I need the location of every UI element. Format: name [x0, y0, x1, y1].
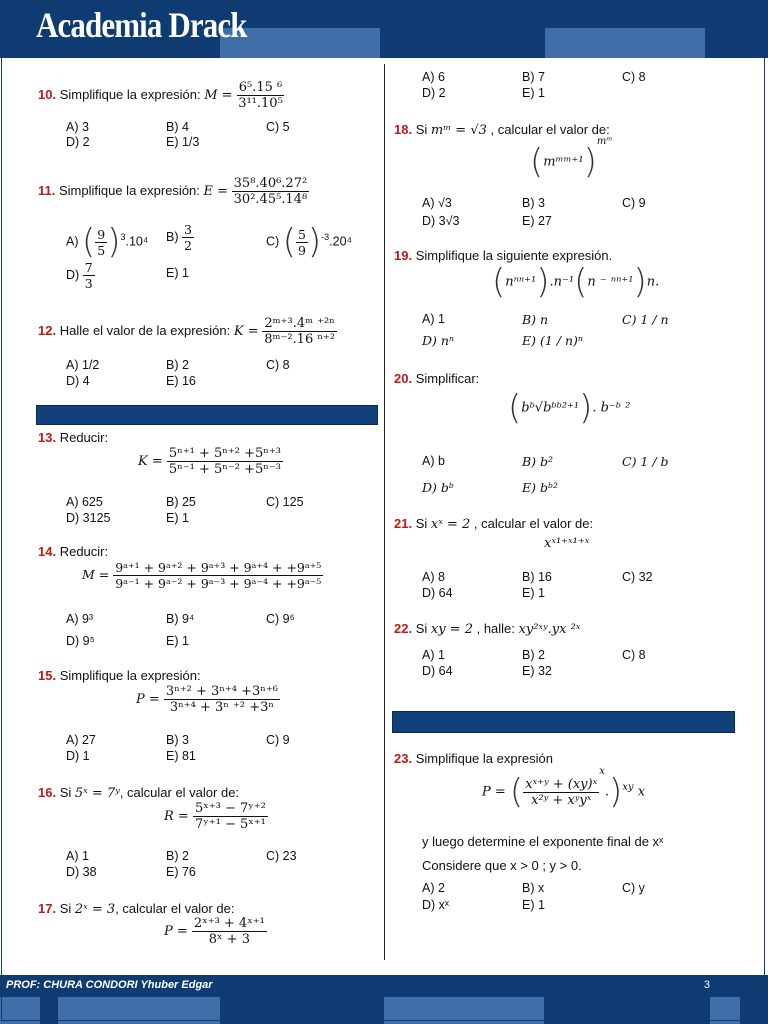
option-tail: .10⁴ — [125, 234, 149, 249]
expression-part: nⁿⁿ⁺¹ — [505, 274, 537, 290]
fraction-denominator: 9ᵃ⁻¹ + 9ᵃ⁻² + 9ᵃ⁻³ + 9ᵃ⁻⁴ + +9ᵃ⁻⁵ — [115, 576, 322, 591]
option-a: A) 625 — [66, 495, 103, 509]
option-d: D) 1 — [66, 749, 90, 763]
question-text: Si — [415, 122, 431, 137]
paren-right: ) — [633, 262, 647, 302]
question-text: Si — [59, 901, 75, 916]
question-number: 23. — [394, 751, 413, 766]
expression-part: n. — [646, 274, 660, 290]
condition: xˣ = 2 — [430, 517, 471, 532]
option-d: D) xˣ — [422, 898, 450, 912]
condition: xy = 2 — [430, 622, 473, 637]
question-number: 20. — [394, 371, 413, 386]
option-label: C) — [266, 234, 280, 249]
fraction-numerator: 3 — [183, 222, 192, 237]
option-c: C) 125 — [266, 495, 304, 509]
question-text: , calcular el valor de: — [470, 516, 594, 531]
question-text: Simplifique la expresión: — [59, 86, 205, 102]
option-a: A) 1 — [66, 849, 89, 863]
option-e: E) 27 — [522, 214, 552, 228]
option-e: E) 1/3 — [166, 135, 200, 149]
option-c: C) 1 / n — [622, 312, 669, 327]
question-text: Reducir: — [59, 430, 109, 445]
author-label: PROF: CHURA CONDORI Yhuber Edgar — [6, 979, 213, 991]
paren-left: ( — [508, 388, 522, 428]
exponent: mᵐ — [596, 136, 613, 147]
expression-var: M = — [204, 87, 233, 103]
option-b: B) 2 — [166, 358, 189, 372]
question-text: Simplifique la expresión: — [58, 182, 204, 198]
question-number: 14. — [38, 544, 57, 559]
fraction-numerator: 5ˣ⁺³ − 7ʸ⁺² — [194, 801, 266, 816]
paren-right: ) — [307, 222, 322, 262]
expression-body: mᵐᵐ⁺¹ — [543, 154, 584, 170]
instruction-line: Considere que x > 0 ; y > 0. — [422, 858, 582, 873]
question-text: , calcular el valor de: — [115, 901, 235, 916]
question-text: Reducir: — [59, 544, 109, 559]
exponent: -3 — [321, 232, 330, 243]
option-b: B) 25 — [166, 495, 196, 509]
option-b: B) 3 — [166, 733, 189, 747]
question-text: Si — [415, 516, 431, 531]
option-e: E) 1 — [166, 266, 189, 280]
fraction-denominator: 3 — [84, 276, 93, 291]
option-c: C) 8 — [266, 358, 290, 372]
option-c: C) 8 — [622, 648, 646, 662]
expression-var: P = — [164, 924, 188, 939]
option-d: D) 2 — [422, 86, 446, 100]
fraction-numerator: 9 — [97, 226, 106, 242]
option-a: A) 3 — [66, 120, 89, 134]
fraction-denominator: x²ʸ + xʸyˣ — [531, 792, 592, 808]
option-d: D) 2 — [66, 135, 90, 149]
fraction-numerator: 3ⁿ⁺² + 3ⁿ⁺⁴ +3ⁿ⁺⁶ — [165, 684, 279, 699]
condition: mᵐ = √3 — [430, 123, 487, 138]
option-c: C) 1 / b — [622, 454, 669, 469]
paren-left: ( — [81, 222, 96, 262]
expression-var: P = — [136, 692, 160, 707]
expression-body: bᵇ√bᵇᵇ²⁺¹ — [521, 400, 580, 416]
fraction-numerator: 7 — [84, 260, 93, 275]
option-d: D) 3√3 — [422, 214, 460, 228]
option-e: E) 76 — [166, 865, 196, 879]
paren-left: ( — [282, 222, 296, 262]
option-e: E) 1 — [522, 898, 545, 912]
fraction-denominator: 8ˣ + 3 — [208, 932, 250, 947]
paren-left: ( — [509, 772, 524, 812]
question-text: Halle el valor de la expresión: — [59, 322, 234, 338]
fraction-numerator: 35⁸.40⁶.27² — [233, 176, 308, 191]
fraction-numerator: 6⁵.15 ⁶ — [238, 80, 283, 95]
option-c: C) 5 — [266, 120, 290, 134]
paren-right: ) — [579, 388, 593, 428]
fraction-denominator: 30².45⁵.14⁸ — [233, 192, 308, 207]
option-b: B) x — [522, 881, 545, 895]
expression-var: M = — [82, 567, 110, 582]
question-number: 10. — [38, 86, 57, 102]
instruction-line: y luego determine el exponente final de xˣ — [422, 834, 664, 849]
option-b: B) 16 — [522, 570, 552, 584]
fraction-denominator: 7ʸ⁺¹ − 5ˣ⁺¹ — [194, 817, 266, 832]
option-c: C) 9 — [266, 733, 290, 747]
question-text: Si — [415, 621, 431, 636]
expression-var: K = — [233, 323, 259, 339]
question-text: Simplificar: — [415, 371, 480, 386]
option-e: E) 32 — [522, 664, 552, 678]
expression-var: K = — [138, 454, 163, 469]
question-number: 17. — [38, 901, 57, 916]
question-text: Si — [59, 785, 75, 800]
question-text: , calcular el valor de: — [486, 122, 610, 137]
option-d: D) 38 — [66, 865, 97, 879]
condition: 2ˣ = 3 — [74, 902, 116, 917]
option-a: A) 8 — [422, 570, 445, 584]
option-a: A) √3 — [422, 196, 452, 210]
brand-logo: Academia Drack — [36, 5, 247, 45]
fraction-numerator: 5ⁿ⁺¹ + 5ⁿ⁺² +5ⁿ⁺³ — [168, 446, 281, 461]
option-a: A) 1/2 — [66, 358, 100, 372]
option-tail: .20⁴ — [329, 234, 352, 249]
fraction-numerator: 2ˣ⁺³ + 4ˣ⁺¹ — [193, 916, 265, 931]
option-a: A) 6 — [422, 70, 445, 84]
fraction-denominator: 8ᵐ⁻².16 ⁿ⁺² — [264, 332, 336, 347]
expression: xˣ¹⁺ˣ¹⁺ˣ — [544, 536, 590, 551]
fraction-denominator: 3ⁿ⁺⁴ + 3ⁿ ⁺² +3ⁿ — [169, 700, 275, 715]
question-number: 18. — [394, 122, 413, 137]
fraction-denominator: 3¹¹.10⁵ — [238, 96, 283, 111]
option-c: C) 9 — [622, 196, 646, 210]
question-number: 13. — [38, 430, 57, 445]
paren-left: ( — [492, 262, 506, 302]
question-text: , calcular el valor de: — [119, 785, 240, 800]
fraction-denominator: 5ⁿ⁻¹ + 5ⁿ⁻² +5ⁿ⁻³ — [168, 462, 281, 477]
paren-right: ) — [536, 262, 550, 302]
question-text: Simplifique la expresión — [415, 751, 553, 766]
option-e: E) 1 — [166, 511, 189, 525]
option-d: D) bᵇ — [422, 480, 454, 495]
fraction-numerator: 9ᵃ⁺¹ + 9ᵃ⁺² + 9ᵃ⁺³ + 9ᵃ⁺⁴ + +9ᵃ⁺⁵ — [115, 560, 322, 575]
option-a: A) 9³ — [66, 612, 94, 626]
expression: xy²ˣʸ.yx ²ˣ — [518, 622, 581, 637]
option-b: B) 7 — [522, 70, 545, 84]
option-e: E) (1 / n)ⁿ — [522, 333, 583, 348]
option-label: B) — [166, 229, 179, 244]
option-a: A) b — [422, 454, 445, 468]
fraction-numerator: 2ᵐ⁺³.4ᵐ ⁺²ⁿ — [264, 316, 335, 331]
option-d: D) 3125 — [66, 511, 111, 525]
option-c: C) 23 — [266, 849, 297, 863]
question-text: , halle: — [472, 621, 519, 636]
option-a: A) 2 — [422, 881, 445, 895]
option-c: C) 32 — [622, 570, 653, 584]
question-number: 16. — [38, 785, 57, 800]
page-number: 3 — [703, 979, 710, 991]
paren-right: ) — [107, 222, 121, 262]
option-a: A) 27 — [66, 733, 96, 747]
expression-var: E = — [203, 183, 229, 199]
paren-left: ( — [530, 142, 544, 182]
option-a: A) 1 — [422, 312, 445, 326]
option-e: E) bᵇ² — [522, 480, 558, 495]
option-d: D) 4 — [66, 374, 90, 388]
option-d: D) 9⁵ — [66, 634, 95, 648]
question-number: 11. — [38, 182, 56, 198]
option-e: E) 1 — [166, 634, 189, 648]
paren-left: ( — [574, 262, 588, 302]
option-a: A) 1 — [422, 648, 445, 662]
option-c: C) y — [622, 881, 645, 895]
option-b: B) 4 — [166, 120, 189, 134]
option-e: E) 81 — [166, 749, 196, 763]
condition: 5ˣ = 7ʸ — [74, 786, 120, 801]
paren-right: ) — [583, 142, 597, 182]
expression-var: P = — [482, 784, 506, 800]
option-b: B) 3 — [522, 196, 545, 210]
dot: . — [604, 784, 609, 800]
option-b: B) 9⁴ — [166, 612, 195, 626]
fraction-denominator: 2 — [183, 238, 192, 253]
option-d: D) 64 — [422, 664, 453, 678]
fraction-numerator: xˣ⁺ʸ + (xy)ˣ — [525, 776, 598, 792]
expression-part: .n⁻¹ — [549, 274, 575, 290]
option-d: D) nⁿ — [422, 333, 454, 348]
option-label: D) — [66, 267, 80, 282]
option-c: C) 8 — [622, 70, 646, 84]
option-d: D) 64 — [422, 586, 453, 600]
question-number: 22. — [394, 621, 413, 636]
fraction-denominator: 5 — [97, 242, 106, 258]
exponent: xy — [622, 782, 634, 794]
fraction-numerator: 5 — [297, 226, 306, 242]
option-label: A) — [66, 234, 79, 249]
option-e: E) 1 — [522, 86, 545, 100]
exponent: x — [599, 766, 605, 777]
paren-right: ) — [609, 772, 623, 812]
fraction-denominator: 9 — [297, 242, 306, 258]
question-text: Simplifique la expresión: — [59, 668, 201, 683]
question-number: 12. — [38, 322, 57, 338]
question-number: 19. — [394, 248, 413, 263]
exponent: 3 — [120, 232, 126, 243]
option-b: B) n — [522, 312, 549, 327]
page-frame — [1, 1, 765, 1021]
expression-var: R = — [164, 809, 189, 824]
option-b: B) 2 — [522, 648, 545, 662]
expression-tail: . b⁻ᵇ ² — [592, 400, 631, 416]
question-number: 15. — [38, 668, 57, 683]
question-text: Simplifique la siguiente expresión. — [415, 248, 613, 263]
option-b: B) b² — [522, 454, 554, 469]
expression-tail: x — [637, 784, 646, 800]
option-e: E) 16 — [166, 374, 196, 388]
expression-part: n ⁻ ⁿⁿ⁺¹ — [587, 274, 634, 290]
question-number: 21. — [394, 516, 413, 531]
option-e: E) 1 — [522, 586, 545, 600]
option-c: C) 9⁶ — [266, 612, 295, 626]
option-b: B) 2 — [166, 849, 189, 863]
